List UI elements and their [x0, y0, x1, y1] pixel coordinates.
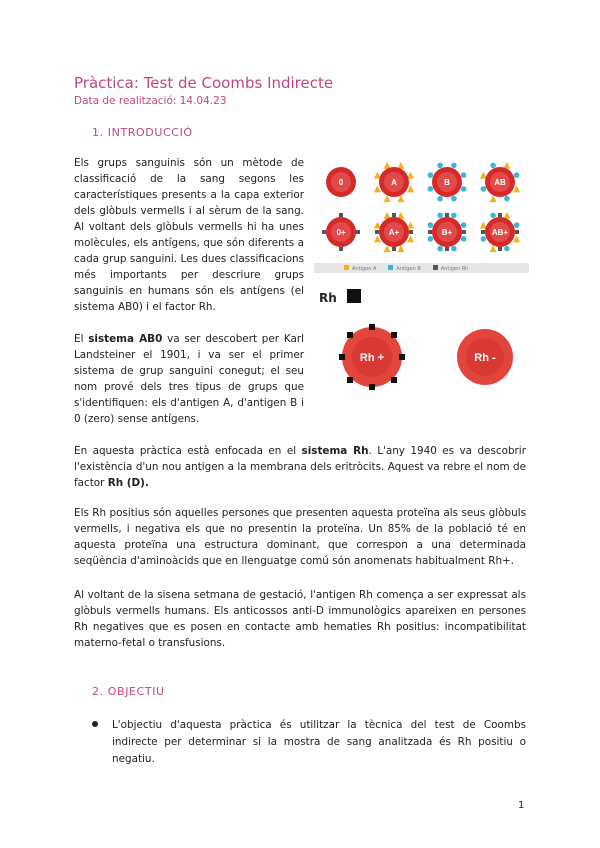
- rh-negative-label: Rh -: [474, 352, 496, 364]
- antigen-marker: [490, 213, 496, 219]
- antigen-marker: [428, 236, 434, 242]
- rh-square-icon: [347, 289, 361, 303]
- rh-antigen-marker: [356, 230, 360, 234]
- antigen-marker: [481, 186, 487, 192]
- antigen-marker: [481, 236, 487, 242]
- antigen-marker: [451, 163, 457, 169]
- blood-groups-legend: [314, 263, 529, 273]
- blood-cell: [480, 162, 520, 202]
- antigen-marker: [461, 172, 467, 178]
- blood-cell-label: AB+: [491, 228, 509, 237]
- antigen-marker: [504, 196, 510, 202]
- paragraph-intro: Els grups sanguinis són un mètode de classificació de la sang segons les característiques presents a la capa exterior dels glòbuls vermells i al sèrum de la sang. Al voltant dels glòbuls vermells hi ha unes molècules, els antígens, que són diferents a cada grup sanguini. Les dues classificacions més importants per descriure grups sanguinis en humans són els antígens (el sistema AB0) i el factor Rh.: [74, 157, 304, 313]
- antigen-marker: [428, 186, 434, 192]
- antigen-marker: [428, 222, 434, 228]
- blood-cell-label: 0: [338, 178, 344, 187]
- antigen-marker: [451, 246, 457, 252]
- rh-marker: [391, 332, 397, 338]
- blood-groups-figure: [314, 162, 529, 272]
- antigen-marker: [461, 236, 467, 242]
- antigen-marker: [461, 186, 467, 192]
- rh-antigen-marker: [498, 247, 502, 251]
- blood-cell-label: B+: [441, 228, 453, 237]
- rh-cells-figure: [322, 320, 532, 400]
- rh-antigen-marker: [498, 213, 502, 217]
- antigen-marker: [490, 163, 496, 169]
- antigen-marker: [461, 222, 467, 228]
- objective-list: [74, 717, 526, 768]
- rh-antigen-marker: [481, 230, 485, 234]
- rh-positive-label: Rh +: [359, 352, 385, 364]
- rh-antigen-marker: [339, 213, 343, 217]
- blood-cell: [374, 212, 414, 252]
- list-item: L'objectiu d'aquesta pràctica és utilitzar la tècnica del test de Coombs indirecte per determinar si la mostra de sang analitzada és Rh positiu o negatiu.: [74, 717, 526, 768]
- paragraph-rh-system: En aquesta pràctica està enfocada en el sistema Rh. L'any 1940 es va descobrir l'existència d'un nou antigen a la membrana dels eritròcits. Aquest va rebre el nom de factor Rh (D).: [74, 445, 526, 489]
- blood-cell-label: A+: [388, 228, 400, 237]
- page-title: Pràctica: Test de Coombs Indirecte: [74, 74, 334, 92]
- blood-cell-label: A: [391, 178, 397, 187]
- rh-negative-cell: [457, 329, 513, 385]
- section-heading-objectiu: 2. OBJECTIU: [92, 685, 165, 698]
- section-heading-introduccio: 1. INTRODUCCIÓ: [92, 126, 193, 139]
- antigen-marker: [428, 172, 434, 178]
- antigen-marker: [437, 196, 443, 202]
- antigen-marker: [451, 213, 457, 219]
- antigen-marker: [437, 213, 443, 219]
- rh-antigen-marker: [392, 247, 396, 251]
- antigen-marker: [504, 246, 510, 252]
- rh-antigen-marker: [515, 230, 519, 234]
- date-subtitle: Data de realització: 14.04.23: [74, 95, 227, 107]
- rh-antigen-marker: [375, 230, 379, 234]
- rh-marker: [339, 354, 345, 360]
- blood-cell: [428, 163, 467, 202]
- paragraph-ab0: El sistema AB0 va ser descobert per Karl Landsteiner el 1901, i va ser el primer sistema de grup sanguini conegut; el seu nom prové dels tres tipus de grups que s'identifiquen: els d'antigen A, d'antigen B i 0 (zero) sense antígens.: [74, 333, 304, 425]
- antigen-marker: [437, 246, 443, 252]
- paragraph-rh-positive: Els Rh positius són aquelles persones que presenten aquesta proteïna als seus glòbuls vermells, i negativa els que no presentin la proteïna. Un 85% de la població té en aquesta proteïna una estructura dominant, que correspon a una determinada seqüència d'aminoàcids que en llenguatge comú són anomenats habitualment Rh+.: [74, 507, 526, 567]
- blood-cell: [326, 167, 356, 197]
- rh-positive-cell: [339, 324, 405, 390]
- rh-antigen-marker: [322, 230, 326, 234]
- rh-marker: [347, 377, 353, 383]
- rh-marker: [347, 332, 353, 338]
- rh-marker: [369, 384, 375, 390]
- blood-cell: [480, 212, 520, 252]
- legend-antigen-b: Antigen B: [388, 265, 420, 272]
- legend-antigen-rh: Antigen Rh: [433, 265, 469, 272]
- page-number: 1: [518, 800, 525, 811]
- rh-antigen-marker: [428, 230, 432, 234]
- rh-antigen-marker: [462, 230, 466, 234]
- rh-figure-label: Rh: [319, 291, 337, 305]
- antigen-marker: [437, 163, 443, 169]
- paragraph-gestation: Al voltant de la sisena setmana de gestació, l'antigen Rh comença a ser expressat als glòbuls vermells humans. Els anticossos anti-D immunològics apareixen en persones Rh negatives que es posen en contacte amb hematies Rh positius: incompatibilitat materno-fetal o transfusions.: [74, 589, 526, 649]
- blood-cell: [428, 213, 467, 252]
- rh-antigen-marker: [445, 247, 449, 251]
- blood-cell-label: B: [444, 178, 450, 187]
- blood-cell-label: 0+: [336, 228, 346, 237]
- rh-antigen-marker: [339, 247, 343, 251]
- rh-marker: [391, 377, 397, 383]
- blood-cell: [374, 162, 414, 202]
- rh-marker: [399, 354, 405, 360]
- blood-cell: [322, 213, 360, 251]
- bullet-icon: [92, 721, 98, 727]
- blood-groups-svg: [314, 162, 529, 262]
- blood-cell-label: AB: [494, 178, 506, 187]
- rh-antigen-marker: [392, 213, 396, 217]
- antigen-marker: [514, 222, 520, 228]
- rh-antigen-marker: [409, 230, 413, 234]
- rh-antigen-marker: [445, 213, 449, 217]
- antigen-marker: [451, 196, 457, 202]
- rh-marker: [369, 324, 375, 330]
- legend-antigen-a: Antigen A: [344, 265, 376, 272]
- antigen-marker: [514, 172, 520, 178]
